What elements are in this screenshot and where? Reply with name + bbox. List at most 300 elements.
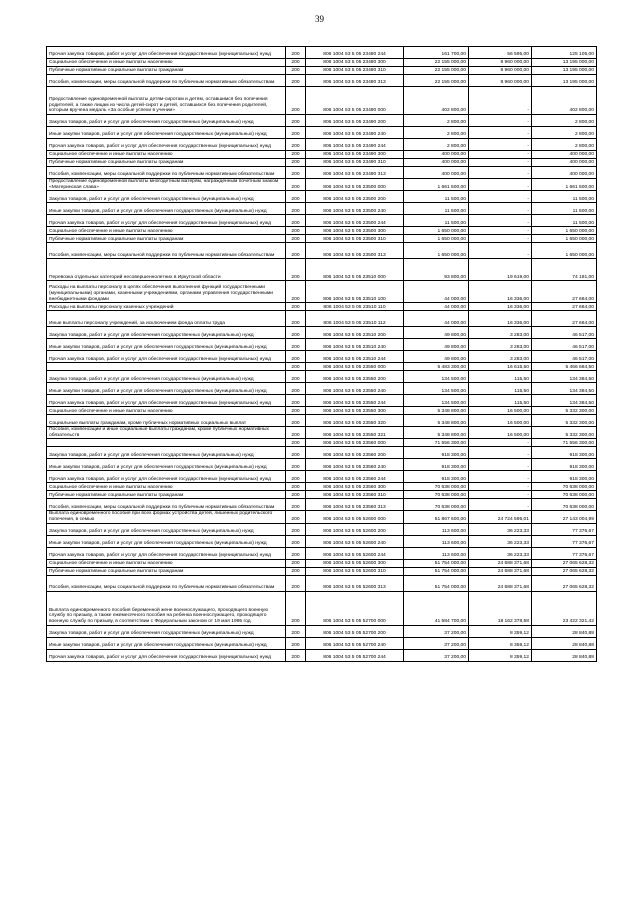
executed-amount-cell: 8 359,12 (469, 625, 532, 637)
approved-amount-cell: 918 300,00 (404, 459, 469, 471)
expense-name-cell: Публичные нормативные социальные выплаты гражданам (47, 491, 286, 499)
remaining-amount-cell: 71 556 300,00 (532, 439, 597, 447)
expense-name-cell: Иные закупки товаров, работ и услуг для обеспечения государственных (муниципальных) нужд (47, 203, 286, 215)
remaining-amount-cell: 70 638 000,00 (532, 483, 597, 491)
column-code-cell: 200 (286, 351, 306, 363)
expense-name-cell: Пособия, компенсации, меры социальной поддержки по публичным нормативным обязательствам (47, 575, 286, 591)
executed-amount-cell: 8 359,12 (469, 637, 532, 649)
approved-amount-cell: 44 000,00 (404, 303, 469, 311)
remaining-amount-cell: 5 332 300,00 (532, 427, 597, 439)
table-row (47, 427, 597, 439)
table-row (47, 227, 597, 235)
expense-name-cell: Социальное обеспечение и иные выплаты населению (47, 151, 286, 159)
expense-name-cell: Закупка товаров, работ и услуг для обеспечения государственных (муниципальных) нужд (47, 447, 286, 459)
budget-classification-code-cell: 806 1004 53 5 05 23500 313 (306, 243, 404, 259)
approved-amount-cell: 402 800,00 (404, 87, 469, 115)
executed-amount-cell: 16 336,00 (469, 281, 532, 303)
column-code-cell: 200 (286, 395, 306, 407)
table-row (47, 383, 597, 395)
column-code-cell: 200 (286, 115, 306, 127)
table-row (47, 407, 597, 415)
remaining-amount-cell: 27 065 628,32 (532, 575, 597, 591)
approved-amount-cell: 134 500,00 (404, 383, 469, 395)
approved-amount-cell: 49 800,00 (404, 339, 469, 351)
executed-amount-cell: 8 960 000,00 (469, 75, 532, 87)
remaining-amount-cell: 77 376,67 (532, 523, 597, 535)
table-row (47, 179, 597, 191)
executed-amount-cell: 115,50 (469, 383, 532, 395)
column-code-cell: 200 (286, 47, 306, 59)
executed-amount-cell: - (469, 439, 532, 447)
remaining-amount-cell: 5 332 300,00 (532, 415, 597, 427)
remaining-amount-cell: 918 300,00 (532, 447, 597, 459)
table-row (47, 311, 597, 327)
expense-name-cell: Публичные нормативные социальные выплаты гражданам (47, 235, 286, 243)
remaining-amount-cell: 27 065 628,32 (532, 567, 597, 575)
expense-name-cell: Пособия, компенсации и иные социальные выплаты гражданам, кроме публичных нормативных обязательств (47, 427, 286, 439)
approved-amount-cell: 11 500,00 (404, 203, 469, 215)
budget-table (46, 46, 597, 662)
table-row (47, 591, 597, 625)
remaining-amount-cell: 13 195 000,00 (532, 67, 597, 75)
budget-classification-code-cell: 806 1004 53 5 05 23510 112 (306, 311, 404, 327)
budget-classification-code-cell: 806 1004 53 5 05 52600 200 (306, 523, 404, 535)
executed-amount-cell: - (469, 483, 532, 491)
remaining-amount-cell: 2 800,00 (532, 139, 597, 151)
remaining-amount-cell: 400 000,00 (532, 167, 597, 179)
budget-classification-code-cell: 806 1004 53 5 05 23490 240 (306, 127, 404, 139)
column-code-cell: 200 (286, 139, 306, 151)
executed-amount-cell: 56 595,00 (469, 47, 532, 59)
remaining-amount-cell: 5 466 684,50 (532, 363, 597, 371)
approved-amount-cell: 113 600,00 (404, 535, 469, 547)
budget-classification-code-cell: 806 1004 53 5 05 23550 240 (306, 383, 404, 395)
table-row (47, 151, 597, 159)
executed-amount-cell: 16 500,00 (469, 427, 532, 439)
budget-classification-code-cell: 806 1004 53 5 05 52700 200 (306, 625, 404, 637)
expense-name-cell: Закупка товаров, работ и услуг для обеспечения государственных (муниципальных) нужд (47, 625, 286, 637)
approved-amount-cell: 51 754 000,00 (404, 567, 469, 575)
budget-classification-code-cell: 806 1004 53 5 05 23490 000 (306, 87, 404, 115)
expense-name-cell: Расходы на выплаты персоналу в целях обеспечения выполнения функций государственными (муниципальными) органами, казенными учреждениями, органами управления государственными внебюджетными фондами (47, 281, 286, 303)
column-code-cell: 200 (286, 447, 306, 459)
expense-name-cell: Пособия, компенсации, меры социальной поддержки по публичным нормативным обязательствам (47, 167, 286, 179)
table-row (47, 523, 597, 535)
table-row (47, 139, 597, 151)
table-row (47, 235, 597, 243)
executed-amount-cell: - (469, 203, 532, 215)
approved-amount-cell: 1 661 500,00 (404, 179, 469, 191)
approved-amount-cell: 49 800,00 (404, 327, 469, 339)
budget-classification-code-cell: 806 1004 53 5 05 23490 313 (306, 167, 404, 179)
executed-amount-cell: - (469, 167, 532, 179)
expense-name-cell: Социальные выплаты гражданам, кроме публичных нормативных социальных выплат (47, 415, 286, 427)
budget-classification-code-cell: 806 1004 53 5 05 23480 310 (306, 67, 404, 75)
approved-amount-cell: 49 800,00 (404, 351, 469, 363)
executed-amount-cell: 24 688 371,68 (469, 559, 532, 567)
remaining-amount-cell: 11 500,00 (532, 203, 597, 215)
executed-amount-cell: 24 688 371,68 (469, 567, 532, 575)
approved-amount-cell: 113 600,00 (404, 547, 469, 559)
budget-table-body (47, 47, 597, 662)
executed-amount-cell: 3 283,00 (469, 339, 532, 351)
expense-name-cell: Иные выплаты персоналу учреждений, за исключением фонда оплаты труда (47, 311, 286, 327)
approved-amount-cell: 400 000,00 (404, 167, 469, 179)
budget-classification-code-cell: 806 1004 53 5 05 52600 313 (306, 575, 404, 591)
budget-classification-code-cell: 806 1004 53 5 05 23550 200 (306, 371, 404, 383)
approved-amount-cell: 1 650 000,00 (404, 227, 469, 235)
approved-amount-cell: 70 638 000,00 (404, 491, 469, 499)
expense-name-cell: Иные закупки товаров, работ и услуг для обеспечения государственных (муниципальных) нужд (47, 127, 286, 139)
expense-name-cell: Социальное обеспечение и иные выплаты населению (47, 59, 286, 67)
table-row (47, 59, 597, 67)
remaining-amount-cell: 27 664,00 (532, 303, 597, 311)
approved-amount-cell: 93 800,00 (404, 259, 469, 281)
table-row (47, 535, 597, 547)
expense-name-cell: Иные закупки товаров, работ и услуг для обеспечения государственных (муниципальных) нужд (47, 535, 286, 547)
table-row (47, 259, 597, 281)
executed-amount-cell: 36 223,33 (469, 535, 532, 547)
expense-name-cell: Социальное обеспечение и иные выплаты населению (47, 483, 286, 491)
approved-amount-cell: 22 155 000,00 (404, 75, 469, 87)
remaining-amount-cell: 2 800,00 (532, 115, 597, 127)
executed-amount-cell: - (469, 499, 532, 511)
column-code-cell: 200 (286, 567, 306, 575)
table-row (47, 511, 597, 523)
table-row (47, 159, 597, 167)
budget-classification-code-cell: 806 1004 53 5 05 52700 240 (306, 637, 404, 649)
budget-classification-code-cell: 806 1004 53 5 05 23490 300 (306, 151, 404, 159)
column-code-cell: 200 (286, 227, 306, 235)
budget-classification-code-cell: 806 1004 53 5 05 23510 110 (306, 303, 404, 311)
remaining-amount-cell: 125 105,00 (532, 47, 597, 59)
remaining-amount-cell: 46 517,00 (532, 327, 597, 339)
remaining-amount-cell: 46 517,00 (532, 339, 597, 351)
column-code-cell: 200 (286, 59, 306, 67)
expense-name-cell: Перевозка отдельных категорий несовершеннолетних в Иркутской области (47, 259, 286, 281)
budget-classification-code-cell: 806 1004 53 5 05 23550 320 (306, 415, 404, 427)
column-code-cell: 200 (286, 649, 306, 661)
executed-amount-cell: 8 359,12 (469, 649, 532, 661)
budget-classification-code-cell: 806 1004 53 5 05 52600 310 (306, 567, 404, 575)
approved-amount-cell: 71 556 300,00 (404, 439, 469, 447)
budget-classification-code-cell: 806 1004 53 5 05 23500 310 (306, 235, 404, 243)
executed-amount-cell: - (469, 115, 532, 127)
executed-amount-cell: - (469, 491, 532, 499)
expense-name-cell: Иные закупки товаров, работ и услуг для обеспечения государственных (муниципальных) нужд (47, 383, 286, 395)
column-code-cell: 200 (286, 67, 306, 75)
approved-amount-cell: 113 600,00 (404, 523, 469, 535)
column-code-cell: 200 (286, 87, 306, 115)
executed-amount-cell: 115,50 (469, 371, 532, 383)
table-row (47, 483, 597, 491)
executed-amount-cell: 16 615,50 (469, 363, 532, 371)
approved-amount-cell: 2 800,00 (404, 127, 469, 139)
executed-amount-cell: 18 162 378,58 (469, 591, 532, 625)
approved-amount-cell: 51 754 000,00 (404, 575, 469, 591)
remaining-amount-cell: 11 500,00 (532, 215, 597, 227)
expense-name-cell: Иные закупки товаров, работ и услуг для обеспечения государственных (муниципальных) нужд (47, 339, 286, 351)
approved-amount-cell: 400 000,00 (404, 151, 469, 159)
expense-name-cell: Предоставление единовременной выплаты многодетным матерям, награжденным почетным знаком «Материнская слава» (47, 179, 286, 191)
column-code-cell: 200 (286, 439, 306, 447)
remaining-amount-cell: 27 664,00 (532, 281, 597, 303)
budget-classification-code-cell: 806 1004 53 5 05 23550 300 (306, 407, 404, 415)
budget-classification-code-cell: 806 1004 53 5 05 23560 300 (306, 483, 404, 491)
budget-classification-code-cell: 806 1004 53 5 05 23490 200 (306, 115, 404, 127)
table-row (47, 439, 597, 447)
executed-amount-cell: 36 223,33 (469, 523, 532, 535)
expense-name-cell: Публичные нормативные социальные выплаты гражданам (47, 159, 286, 167)
budget-classification-code-cell: 806 1004 53 5 05 23490 244 (306, 139, 404, 151)
expense-name-cell: Закупка товаров, работ и услуг для обеспечения государственных (муниципальных) нужд (47, 191, 286, 203)
budget-classification-code-cell: 806 1004 53 5 05 23480 313 (306, 75, 404, 87)
remaining-amount-cell: 28 840,88 (532, 625, 597, 637)
table-row (47, 203, 597, 215)
executed-amount-cell: - (469, 159, 532, 167)
column-code-cell: 200 (286, 281, 306, 303)
remaining-amount-cell: 402 800,00 (532, 87, 597, 115)
column-code-cell: 200 (286, 459, 306, 471)
expense-name-cell: Предоставление единовременной выплаты детям-сиротам и детям, оставшимся без попечения родителей, а также лицам из числа детей-сирот и детей, оставшихся без попечения родителей, которым вручена медаль «За особые успехи в учении» (47, 87, 286, 115)
budget-classification-code-cell: 806 1004 53 5 05 23500 244 (306, 215, 404, 227)
budget-classification-code-cell: 806 1004 53 5 05 23480 244 (306, 47, 404, 59)
remaining-amount-cell: 27 664,00 (532, 311, 597, 327)
budget-classification-code-cell: 806 1004 53 5 05 23560 244 (306, 471, 404, 483)
table-row (47, 215, 597, 227)
column-code-cell: 200 (286, 559, 306, 567)
budget-classification-code-cell: 806 1004 53 5 05 23560 200 (306, 447, 404, 459)
executed-amount-cell: - (469, 471, 532, 483)
column-code-cell: 200 (286, 243, 306, 259)
column-code-cell: 200 (286, 483, 306, 491)
column-code-cell: 200 (286, 523, 306, 535)
budget-classification-code-cell: 806 1004 53 5 05 23560 240 (306, 459, 404, 471)
remaining-amount-cell: 74 181,00 (532, 259, 597, 281)
approved-amount-cell: 134 500,00 (404, 395, 469, 407)
approved-amount-cell: 37 200,00 (404, 625, 469, 637)
executed-amount-cell: - (469, 447, 532, 459)
table-row (47, 87, 597, 115)
expense-name-cell: Иные закупки товаров, работ и услуг для обеспечения государственных (муниципальных) нужд (47, 637, 286, 649)
expense-name-cell (47, 363, 286, 371)
expense-name-cell: Пособия, компенсации, меры социальной поддержки по публичным нормативным обязательствам (47, 499, 286, 511)
executed-amount-cell: 3 283,00 (469, 327, 532, 339)
approved-amount-cell: 2 800,00 (404, 115, 469, 127)
table-row (47, 327, 597, 339)
executed-amount-cell: - (469, 87, 532, 115)
budget-classification-code-cell: 806 1004 53 5 05 23560 310 (306, 491, 404, 499)
table-row (47, 47, 597, 59)
budget-classification-code-cell: 806 1004 53 5 05 23510 240 (306, 339, 404, 351)
table-row (47, 637, 597, 649)
column-code-cell: 200 (286, 75, 306, 87)
approved-amount-cell: 41 584 700,00 (404, 591, 469, 625)
remaining-amount-cell: 28 840,88 (532, 649, 597, 661)
approved-amount-cell: 5 483 300,00 (404, 363, 469, 371)
budget-classification-code-cell: 806 1004 53 5 05 23510 244 (306, 351, 404, 363)
table-row (47, 303, 597, 311)
budget-classification-code-cell: 806 1004 53 5 05 23490 310 (306, 159, 404, 167)
remaining-amount-cell: 400 000,00 (532, 159, 597, 167)
expense-name-cell: Прочая закупка товаров, работ и услуг для обеспечения государственных (муниципальных) нужд (47, 139, 286, 151)
expense-name-cell: Выплата единовременного пособия при всех формах устройства детей, лишенных родительского попечения, в семью (47, 511, 286, 523)
approved-amount-cell: 44 000,00 (404, 281, 469, 303)
table-row (47, 395, 597, 407)
executed-amount-cell: 8 960 000,00 (469, 67, 532, 75)
budget-classification-code-cell: 806 1004 53 5 05 52700 244 (306, 649, 404, 661)
expense-name-cell: Прочая закупка товаров, работ и услуг для обеспечения государственных (муниципальных) нужд (47, 47, 286, 59)
column-code-cell: 200 (286, 203, 306, 215)
budget-classification-code-cell: 806 1004 53 5 05 52600 000 (306, 511, 404, 523)
remaining-amount-cell: 77 376,67 (532, 535, 597, 547)
executed-amount-cell: 16 500,00 (469, 407, 532, 415)
table-row (47, 575, 597, 591)
table-row (47, 115, 597, 127)
expense-name-cell: Выплата единовременного пособия беременной жене военнослужащего, проходящего военную службу по призыву, а также ежемесячного пособия на ребенка военнослужащего, проходящего военную службу по призыву, в соответствии с Федеральным законом от 19 мая 1995 год (47, 591, 286, 625)
approved-amount-cell: 22 155 000,00 (404, 59, 469, 67)
table-row (47, 559, 597, 567)
remaining-amount-cell: 23 422 321,42 (532, 591, 597, 625)
remaining-amount-cell: 2 800,00 (532, 127, 597, 139)
executed-amount-cell: - (469, 227, 532, 235)
remaining-amount-cell: 1 650 000,00 (532, 227, 597, 235)
column-code-cell: 200 (286, 215, 306, 227)
budget-classification-code-cell: 806 1004 53 5 05 23550 244 (306, 395, 404, 407)
expense-name-cell (47, 439, 286, 447)
approved-amount-cell: 5 348 800,00 (404, 407, 469, 415)
column-code-cell: 200 (286, 407, 306, 415)
approved-amount-cell: 51 754 000,00 (404, 559, 469, 567)
budget-classification-code-cell: 806 1004 53 5 05 23500 300 (306, 227, 404, 235)
column-code-cell: 200 (286, 415, 306, 427)
executed-amount-cell: - (469, 215, 532, 227)
budget-classification-code-cell: 806 1004 53 5 05 52600 240 (306, 535, 404, 547)
remaining-amount-cell: 13 195 000,00 (532, 75, 597, 87)
budget-classification-code-cell: 806 1004 53 5 05 52700 000 (306, 591, 404, 625)
executed-amount-cell: 24 724 595,01 (469, 511, 532, 523)
approved-amount-cell: 1 650 000,00 (404, 235, 469, 243)
budget-classification-code-cell: 806 1004 53 5 05 23550 000 (306, 363, 404, 371)
expense-name-cell: Публичные нормативные социальные выплаты гражданам (47, 567, 286, 575)
expense-name-cell: Закупка товаров, работ и услуг для обеспечения государственных (муниципальных) нужд (47, 115, 286, 127)
approved-amount-cell: 5 348 800,00 (404, 427, 469, 439)
column-code-cell: 200 (286, 327, 306, 339)
column-code-cell: 200 (286, 235, 306, 243)
column-code-cell: 200 (286, 625, 306, 637)
expense-name-cell: Прочая закупка товаров, работ и услуг для обеспечения государственных (муниципальных) нужд (47, 547, 286, 559)
budget-classification-code-cell: 806 1004 53 5 05 52600 244 (306, 547, 404, 559)
page-number: 39 (315, 14, 324, 24)
table-row (47, 649, 597, 661)
remaining-amount-cell: 400 000,00 (532, 151, 597, 159)
remaining-amount-cell: 5 332 300,00 (532, 407, 597, 415)
column-code-cell: 200 (286, 511, 306, 523)
remaining-amount-cell: 1 661 500,00 (532, 179, 597, 191)
executed-amount-cell: - (469, 191, 532, 203)
table-row (47, 471, 597, 483)
column-code-cell: 200 (286, 383, 306, 395)
column-code-cell: 200 (286, 311, 306, 327)
expense-name-cell: Прочая закупка товаров, работ и услуг для обеспечения государственных (муниципальных) нужд (47, 215, 286, 227)
column-code-cell: 200 (286, 127, 306, 139)
table-row (47, 167, 597, 179)
column-code-cell: 200 (286, 167, 306, 179)
expense-name-cell: Пособия, компенсации, меры социальной поддержки по публичным нормативным обязательствам (47, 243, 286, 259)
expense-name-cell: Социальное обеспечение и иные выплаты населению (47, 227, 286, 235)
remaining-amount-cell: 1 650 000,00 (532, 235, 597, 243)
executed-amount-cell: 16 500,00 (469, 415, 532, 427)
approved-amount-cell: 44 000,00 (404, 311, 469, 327)
expense-name-cell: Закупка товаров, работ и услуг для обеспечения государственных (муниципальных) нужд (47, 371, 286, 383)
table-row (47, 499, 597, 511)
remaining-amount-cell: 13 195 000,00 (532, 59, 597, 67)
approved-amount-cell: 161 700,00 (404, 47, 469, 59)
remaining-amount-cell: 28 840,88 (532, 637, 597, 649)
remaining-amount-cell: 134 384,50 (532, 395, 597, 407)
executed-amount-cell: 16 336,00 (469, 311, 532, 327)
remaining-amount-cell: 134 384,50 (532, 371, 597, 383)
expense-name-cell: Пособия, компенсации, меры социальной поддержки по публичным нормативным обязательствам (47, 75, 286, 87)
expense-name-cell: Социальное обеспечение и иные выплаты населению (47, 407, 286, 415)
budget-classification-code-cell: 806 1004 53 5 05 52600 300 (306, 559, 404, 567)
remaining-amount-cell: 1 650 000,00 (532, 243, 597, 259)
budget-classification-code-cell: 806 1004 53 5 05 23510 100 (306, 281, 404, 303)
budget-classification-code-cell: 806 1004 53 5 05 23500 000 (306, 179, 404, 191)
approved-amount-cell: 1 650 000,00 (404, 243, 469, 259)
executed-amount-cell: 24 688 371,68 (469, 575, 532, 591)
approved-amount-cell: 37 200,00 (404, 649, 469, 661)
approved-amount-cell: 70 638 000,00 (404, 499, 469, 511)
column-code-cell: 200 (286, 547, 306, 559)
executed-amount-cell: 8 960 000,00 (469, 59, 532, 67)
expense-name-cell: Социальное обеспечение и иные выплаты населению (47, 559, 286, 567)
column-code-cell: 200 (286, 637, 306, 649)
approved-amount-cell: 918 300,00 (404, 447, 469, 459)
column-code-cell: 200 (286, 303, 306, 311)
remaining-amount-cell: 918 300,00 (532, 471, 597, 483)
executed-amount-cell: 16 336,00 (469, 303, 532, 311)
column-code-cell: 200 (286, 179, 306, 191)
column-code-cell: 200 (286, 535, 306, 547)
remaining-amount-cell: 70 638 000,00 (532, 491, 597, 499)
budget-classification-code-cell: 806 1004 53 5 05 23500 200 (306, 191, 404, 203)
column-code-cell: 200 (286, 471, 306, 483)
remaining-amount-cell: 134 384,50 (532, 383, 597, 395)
table-row (47, 415, 597, 427)
expense-name-cell: Закупка товаров, работ и услуг для обеспечения государственных (муниципальных) нужд (47, 327, 286, 339)
executed-amount-cell: 19 619,00 (469, 259, 532, 281)
column-code-cell: 200 (286, 499, 306, 511)
table-row (47, 625, 597, 637)
budget-classification-code-cell: 806 1004 53 5 05 23550 321 (306, 427, 404, 439)
expense-name-cell: Закупка товаров, работ и услуг для обеспечения государственных (муниципальных) нужд (47, 523, 286, 535)
executed-amount-cell: - (469, 235, 532, 243)
column-code-cell: 200 (286, 259, 306, 281)
remaining-amount-cell: 918 300,00 (532, 459, 597, 471)
remaining-amount-cell: 77 376,67 (532, 547, 597, 559)
remaining-amount-cell: 27 143 004,99 (532, 511, 597, 523)
expense-name-cell: Публичные нормативные социальные выплаты гражданам (47, 67, 286, 75)
approved-amount-cell: 22 155 000,00 (404, 67, 469, 75)
table-row (47, 351, 597, 363)
expense-name-cell: Прочая закупка товаров, работ и услуг для обеспечения государственных (муниципальных) нужд (47, 351, 286, 363)
table-row (47, 191, 597, 203)
table-row (47, 127, 597, 139)
budget-classification-code-cell: 806 1004 53 5 05 23510 000 (306, 259, 404, 281)
remaining-amount-cell: 11 500,00 (532, 191, 597, 203)
executed-amount-cell: - (469, 179, 532, 191)
